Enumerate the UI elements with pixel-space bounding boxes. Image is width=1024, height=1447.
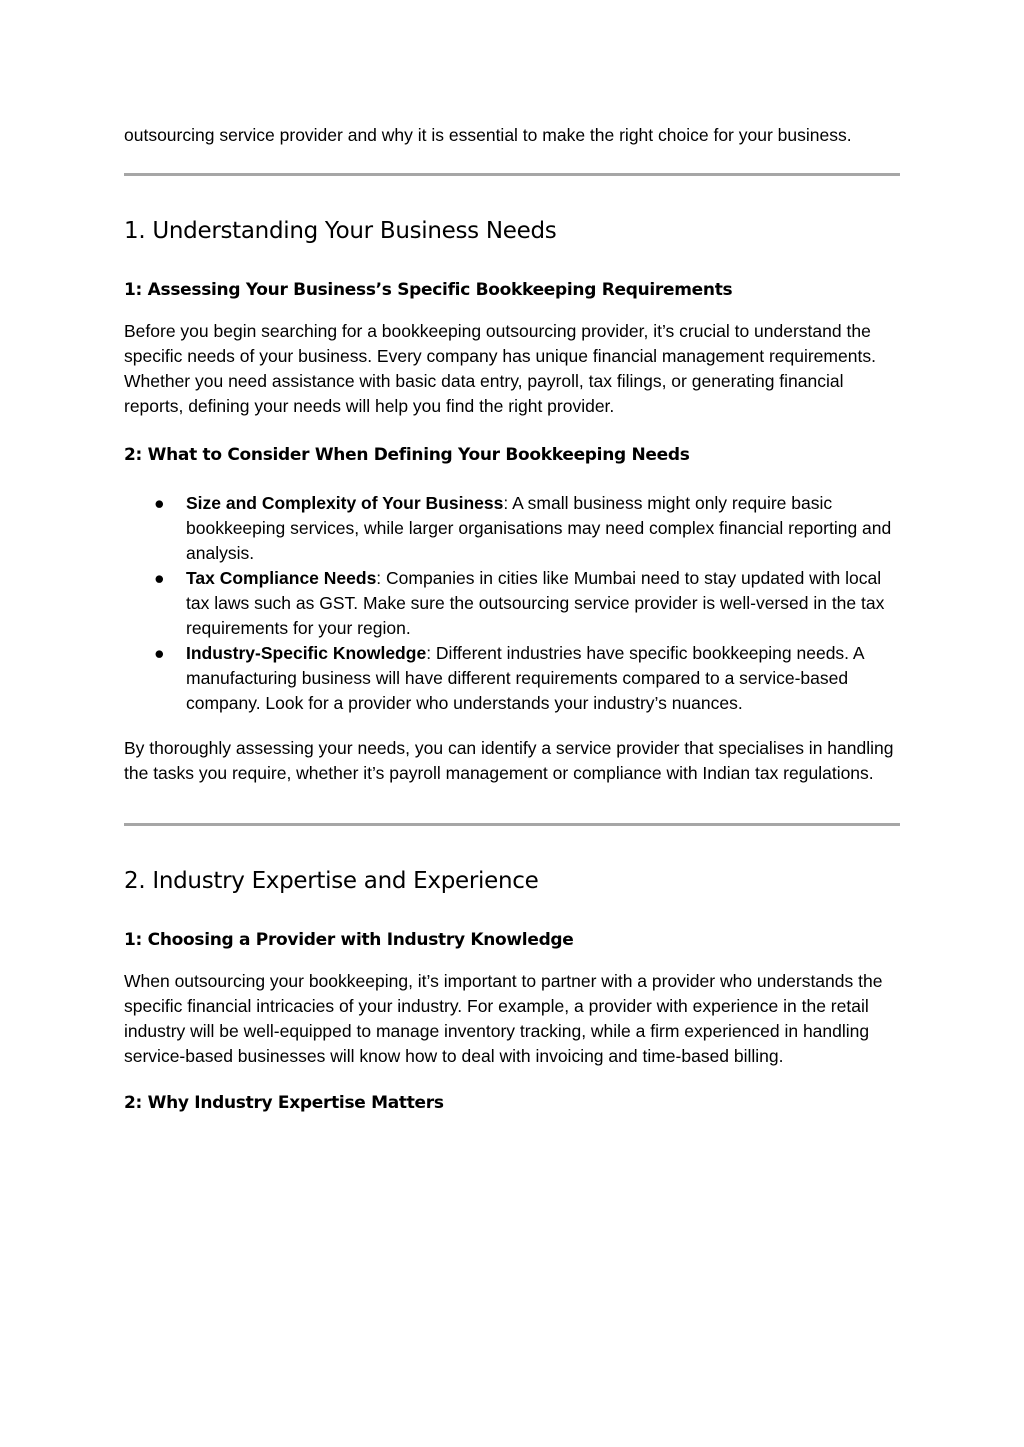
list-item-term: Tax Compliance Needs [186, 568, 377, 588]
section-2-subheading-1: 1: Choosing a Provider with Industry Knowledge [124, 930, 574, 950]
intro-paragraph: outsourcing service provider and why it is essential to make the right choice for your business. [124, 125, 852, 145]
list-item-text: : Companies in cities like Mumbai need to stay updated with local tax laws such as GST. Make sure the outsourcing service provider is well-versed in the tax requirements for your region. [186, 568, 885, 638]
section-1-closing-paragraph: By thoroughly assessing your needs, you can identify a service provider that specialises in handling the tasks you require, whether it’s payroll management or compliance with Indian tax regulations. [124, 738, 894, 783]
bullet-icon: ● [154, 568, 165, 588]
section-2-subheading-2: 2: Why Industry Expertise Matters [124, 1093, 444, 1113]
bullet-icon: ● [154, 493, 165, 513]
bullet-icon: ● [154, 643, 165, 663]
list-item-term: Industry-Specific Knowledge [186, 643, 427, 663]
section-1-subheading-2: 2: What to Consider When Defining Your Bookkeeping Needs [124, 445, 690, 465]
list-item-term: Size and Complexity of Your Business [186, 493, 504, 513]
section-2-paragraph-1: When outsourcing your bookkeeping, it’s important to partner with a provider who understands the specific financial intricacies of your industry. For example, a provider with experience in the retail industry will be well-equipped to manage inventory tracking, while a firm experienced in handling service-based businesses will know how to deal with invoicing and time-based billing. [124, 971, 883, 1066]
list-item [124, 566, 900, 641]
section-2-heading: 2. Industry Expertise and Experience [124, 868, 539, 894]
section-1-subheading-1: 1: Assessing Your Business’s Specific Bookkeeping Requirements [124, 280, 733, 300]
section-divider [124, 173, 900, 176]
section-1-heading: 1. Understanding Your Business Needs [124, 218, 557, 244]
bookkeeping-needs-list [124, 491, 900, 716]
section-1-paragraph-1: Before you begin searching for a bookkeeping outsourcing provider, it’s crucial to understand the specific needs of your business. Every company has unique financial management requirements. Whether you need assistance with basic data entry, payroll, tax filings, or generating financial reports, defining your needs will help you find the right provider. [124, 321, 876, 416]
list-item [124, 641, 900, 716]
document-page [124, 123, 900, 1115]
list-item-text: : A small business might only require basic bookkeeping services, while larger organisations may need complex financial reporting and analysis. [186, 493, 892, 563]
section-divider [124, 823, 900, 826]
list-item [124, 491, 900, 566]
list-item-text: : Different industries have specific bookkeeping needs. A manufacturing business will have different requirements compared to a service-based company. Look for a provider who understands your industry’s nuances. [186, 643, 864, 713]
